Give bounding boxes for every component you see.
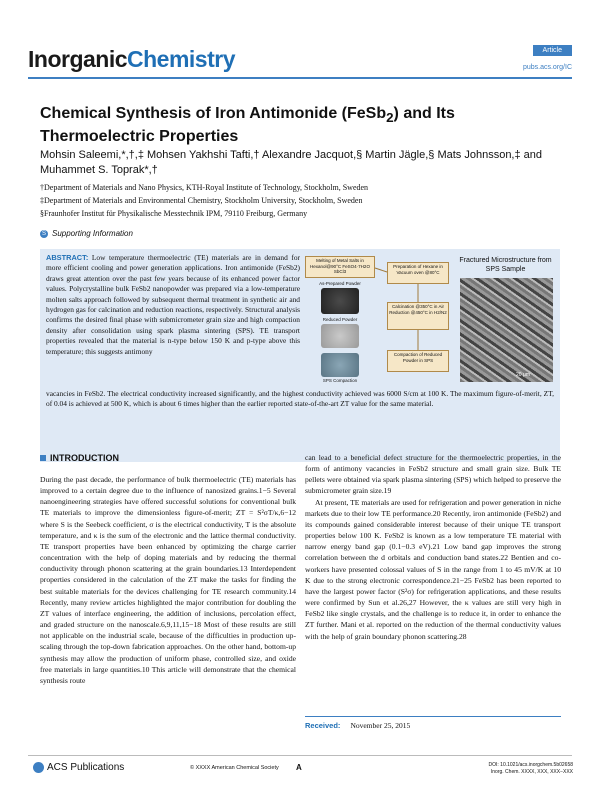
left-column: [40, 474, 296, 686]
doi-citation: [445, 762, 573, 776]
abstract-text-part2: vacancies in FeSb2. The electrical conductivity increased significantly, and the highest conductivity achieved was 6000 S/cm at 100 K. The maximum figure-of-merit, ZT, of 0.04 is achieved at 500 K, which is about 6 times higher than the earlier reported state-of-the-art ZT value for the same material.: [46, 389, 554, 409]
introduction-heading: [40, 453, 119, 463]
label-as-prepared: As-Prepared Powder: [319, 281, 361, 286]
intro-paragraph-2: can lead to a beneficial defect structure for the thermoelectric properties, in the form of antimony vacancies in FeSb2 structure and small grain size. Bulk TE pellets were obtained via spark plasma sintering (SPS) which helped to preserve the submicrometer grain size.19: [305, 453, 561, 496]
affiliation-2: ‡Department of Materials and Environmental Chemistry, Stockholm University, Stockholm, Sweden: [40, 196, 363, 205]
affiliation-1: †Department of Materials and Nano Physics, KTH-Royal Institute of Technology, Stockholm, Sweden: [40, 183, 369, 192]
journal-title-part2: Chemistry: [127, 46, 235, 72]
supporting-info-label: Supporting Information: [52, 229, 133, 238]
doi[interactable]: DOI: 10.1021/acs.inorgchem.5b02658: [488, 762, 573, 768]
abstract-label: ABSTRACT:: [46, 253, 89, 262]
flow-box-hexane: Preparation of Hexane in Vacuum oven @80°C: [387, 262, 449, 284]
received-label: Received:: [305, 721, 341, 730]
affiliations: [40, 181, 560, 220]
journal-title-part1: Inorganic: [28, 46, 128, 72]
abstract-text-part1: [46, 253, 300, 357]
flow-box-melting: Melting of Metal Salts in Hexanol@90°C FeSO4·7H2O SbCl3: [305, 256, 375, 278]
sem-micrograph: [460, 278, 553, 382]
article-type-tag: Article: [533, 45, 572, 56]
intro-paragraph-1: During the past decade, the performance of bulk thermoelectric (TE) materials has improved to a certain degree due to the influence of nanosized grains.1−5 Several nanoengineering strategies have offered successful solutions for conventional bulk TE materials to improve the dimensionless figure-of-merit; ZT = S²σT/κ,6−12 where S is the Seebeck coefficient, σ is the electrical conductivity, T is the absolute temperature, and κ is the sum of the electronic and the lattice thermal conductivity. TE transport properties have been enhanced by optimizing the charge carrier concentration with the help of doping materials and by reducing the thermal conductivity through phonon scattering at the grain boundaries.13 Interdependent properties considered in the calculation of the ZT make the tasks for finding the best suitable materials for the devices challenging for TE research community.14 Recently, many review articles highlighted the major contribution for doubling the ZT values of interface engineering, the addition of inclusions, percolation effect, and graded structure on the nanoscale.6,9,11,15−18 Most of these results are still not applicable on the industrial scale, because of the difficulties in production up-scaling through the top-down fabrication approaches. On the other hand, bottom-up synthesis may allow the production of uniform phase, controlled size, and oxide free materials in large quantities.10 This article will demonstrate that the chemical synthesis route: [40, 475, 296, 685]
received-date: [305, 716, 561, 730]
label-reduced: Reduced Powder: [322, 317, 358, 322]
sem-scale-bar: 20 μm: [516, 372, 530, 378]
flow-box-calcination: Calcination @350°C in Air Reduction @450°C in H2/N2: [387, 302, 449, 330]
received-value: November 25, 2015: [350, 721, 411, 730]
journal-url[interactable]: pubs.acs.org/IC: [522, 64, 572, 71]
toc-graphic: [303, 254, 555, 385]
introduction-heading-label: INTRODUCTION: [50, 453, 119, 463]
affiliation-3: §Fraunhofer Institut für Physikalische Messtechnik IPM, 79110 Freiburg, Germany: [40, 209, 308, 218]
right-column: [305, 452, 561, 642]
label-sps: SPS Compaction: [322, 378, 358, 383]
section-square-icon: [40, 455, 46, 461]
publisher-name: ACS Publications: [47, 762, 125, 773]
flow-box-compaction: Compaction of Reduced Powder in SPS: [387, 350, 449, 372]
abstract-body-1: Low temperature thermoelectric (TE) materials are in demand for more efficient cooling and power generation applications. Iron antimonide (FeSb2) draws great attention over the past few years because of its enhanced power factor values. Polycrystalline bulk FeSb2 nanopowder was prepared via a low-temperature molten salts approach followed by subsequent thermal treatment in synthetic air and hydrogen gas for calcination and reduction reactions, respectively. Structural analysis confirms the desired final phase with submicrometer grain size and high compaction density after consolidation using spark plasma sintering (SPS). TE transport properties revealed that the material is n-type below 150 K and p-type above this temperature; this suggests antimony: [46, 253, 300, 356]
citation: Inorg. Chem. XXXX, XXX, XXX−XXX: [490, 769, 573, 775]
acs-publications-logo: [33, 762, 124, 773]
intro-paragraph-3: At present, TE materials are used for refrigeration and power generation in niche markets due to their low TE performance.20 Recently, iron antimonide (FeSb2) and its compounds gained considerable interest because of their unique TE transport properties below 100 K. FeSb2 is known as a low temperature TE material with narrow energy band gap (0.1−0.3 eV).21 Low band gap improves the strong correlation between the d orbitals and conduction band states.22 Bentien and co-workers have presented colossal values of S in the range from 1 to 45 mV/K at 10 K due to the strong electronic correspondence.21−25 FeSb2 has been reported to have the largest power factor (S²σ) for refrigeration applications, and these results were confirmed by Sun et al.26,27 However, the κ values are still very high in FeSb2 like single crystals, and the challenge is to reduce it, in order to enhance the ZT further. Mani et al. reported on the reduction of the thermal conductivity values with the help of grain boundary phonon scattering.28: [305, 497, 561, 641]
sem-title: Fractured Microstructure from SPS Sample: [459, 257, 552, 273]
acs-logo-icon: [33, 762, 44, 773]
header-divider: [28, 77, 572, 79]
author-list: Mohsin Saleemi,*,†,‡ Mohsen Yakhshi Tafti,† Alexandre Jacquot,§ Martin Jägle,§ Mats Johnsson,‡ and Muhammet S. Toprak*,†: [40, 149, 543, 176]
page-number: A: [296, 763, 302, 772]
copyright: © XXXX American Chemical Society: [190, 765, 279, 771]
flow-arrows: [303, 254, 458, 385]
journal-title: [28, 46, 235, 73]
supporting-info-icon: S: [41, 230, 46, 237]
supporting-info-link[interactable]: [40, 229, 133, 238]
paper-title: Chemical Synthesis of Iron Antimonide (FeSb$_2$) and Its Thermoelectric Properties: [40, 105, 455, 146]
footer-divider: [28, 755, 572, 756]
